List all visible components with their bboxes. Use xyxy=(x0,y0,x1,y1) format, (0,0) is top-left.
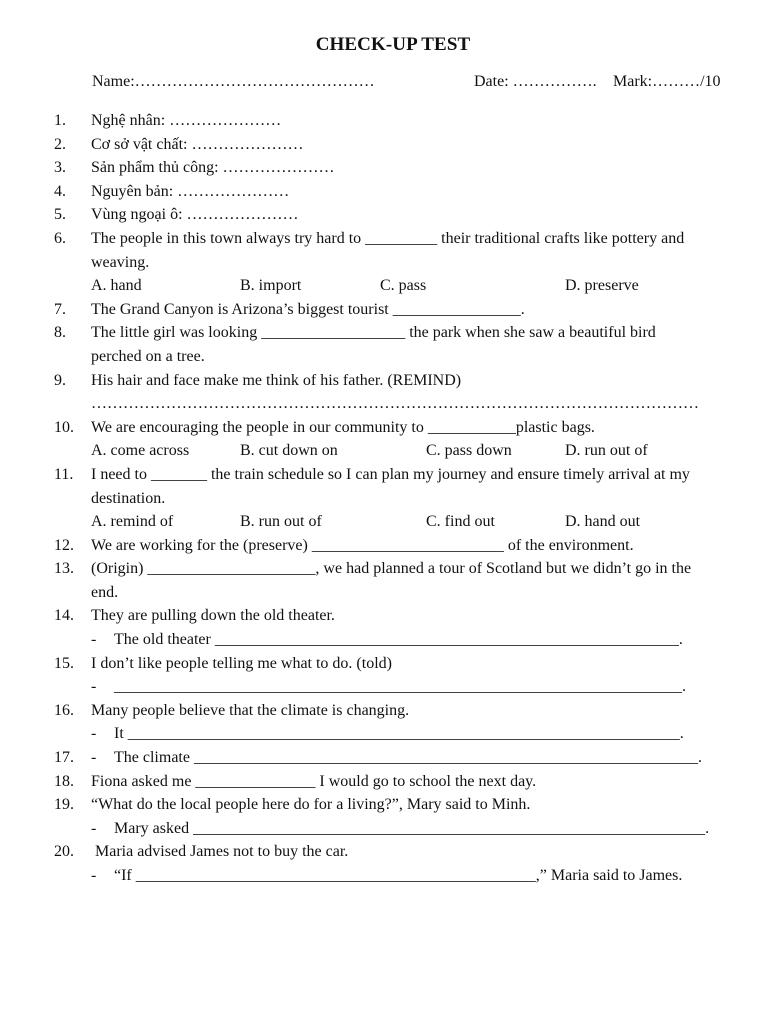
question-3 xyxy=(0,156,768,180)
question-6-options xyxy=(0,274,768,298)
option-b: B. cut down on xyxy=(240,442,338,460)
question-10 xyxy=(0,416,768,440)
question-16-answer xyxy=(0,722,768,746)
question-1 xyxy=(0,109,768,133)
date-field: Date: ……………. xyxy=(474,73,597,90)
question-7 xyxy=(0,298,768,322)
question-12 xyxy=(0,534,768,558)
bullet-dash: - xyxy=(91,631,97,649)
question-5 xyxy=(0,203,768,227)
question-text: end. xyxy=(91,583,119,601)
question-18 xyxy=(0,770,768,794)
question-text: perched on a tree. xyxy=(91,347,205,365)
question-number: 3. xyxy=(54,159,66,177)
question-4 xyxy=(0,180,768,204)
question-15 xyxy=(0,652,768,676)
question-text: (Origin) _____________________, we had planned a tour of Scotland but we didn’t go in the xyxy=(91,560,692,578)
answer-line: The climate _______________________________________________________________. xyxy=(114,749,702,767)
bullet-dash: - xyxy=(91,867,97,884)
question-text: Nghệ nhân: ………………… xyxy=(91,112,282,129)
question-number: 17. xyxy=(54,749,74,767)
question-number: 4. xyxy=(54,182,66,200)
answer-line: The old theater __________________________________________________________. xyxy=(114,631,683,649)
question-6 xyxy=(0,227,768,251)
question-text: Nguyên bản: ………………… xyxy=(91,182,290,200)
question-9-answer-line xyxy=(0,392,768,416)
question-text: They are pulling down the old theater. xyxy=(91,607,335,625)
question-13 xyxy=(0,557,768,581)
question-20-answer xyxy=(0,864,768,888)
question-text: The little girl was looking __________________ the park when she saw a beautiful bird xyxy=(91,324,656,342)
bullet-dash: - xyxy=(91,678,97,696)
question-number: 11. xyxy=(54,465,74,483)
question-14-answer xyxy=(0,628,768,652)
answer-line: Mary asked ________________________________________________________________. xyxy=(114,819,710,837)
answer-line: It _____________________________________________________________________. xyxy=(114,725,684,743)
question-10-options xyxy=(0,439,768,463)
question-14 xyxy=(0,604,768,628)
question-17 xyxy=(0,746,768,770)
question-text: Maria advised James not to buy the car. xyxy=(95,843,349,861)
question-11-options xyxy=(0,510,768,534)
option-b: B. run out of xyxy=(240,513,322,531)
question-19-answer xyxy=(0,817,768,841)
question-13-continued xyxy=(0,581,768,605)
question-text: I need to _______ the train schedule so I can plan my journey and ensure timely arrival at my xyxy=(91,465,690,483)
option-d: D. preserve xyxy=(565,277,639,295)
option-c: C. pass down xyxy=(426,442,512,460)
answer-line: _______________________________________________________________________. xyxy=(114,678,686,696)
question-number: 7. xyxy=(54,300,66,318)
option-c: C. find out xyxy=(426,513,495,531)
question-8-continued xyxy=(0,345,768,369)
question-number: 8. xyxy=(54,324,66,342)
question-text: We are encouraging the people in our community to ___________plastic bags. xyxy=(91,418,595,436)
question-number: 9. xyxy=(54,371,66,389)
question-9 xyxy=(0,369,768,393)
bullet-dash: - xyxy=(91,725,97,743)
question-number: 2. xyxy=(54,135,66,153)
question-text: His hair and face make me think of his father. (REMIND) xyxy=(91,371,462,389)
question-text: Vùng ngoại ô: ………………… xyxy=(91,206,299,224)
question-number: 10. xyxy=(54,418,74,436)
test-title: CHECK-UP TEST xyxy=(315,34,471,55)
option-b: B. import xyxy=(240,277,302,295)
question-text: Many people believe that the climate is changing. xyxy=(91,701,410,719)
question-text: Sản phẩm thủ công: ………………… xyxy=(91,159,335,177)
question-text: Fiona asked me _______________ I would go to school the next day. xyxy=(91,772,537,790)
option-a: A. come across xyxy=(91,442,190,460)
question-text: Cơ sở vật chất: ………………… xyxy=(91,135,304,153)
mark-field: Mark:………/10 xyxy=(613,73,721,90)
question-19 xyxy=(0,793,768,817)
question-text: “What do the local people here do for a living?”, Mary said to Minh. xyxy=(91,796,531,814)
question-number: 16. xyxy=(54,701,74,719)
question-text: The Grand Canyon is Arizona’s biggest tourist ________________. xyxy=(91,300,525,318)
question-6-continued xyxy=(0,251,768,275)
option-a: A. remind of xyxy=(91,513,174,531)
question-text: We are working for the (preserve) ________________________ of the environment. xyxy=(91,536,634,554)
question-text: weaving. xyxy=(91,253,150,271)
question-number: 6. xyxy=(54,229,66,247)
question-number: 20. xyxy=(54,843,74,861)
question-16 xyxy=(0,699,768,723)
question-11 xyxy=(0,463,768,487)
question-text: destination. xyxy=(91,489,166,507)
option-d: D. run out of xyxy=(565,442,648,460)
question-number: 19. xyxy=(54,796,74,814)
name-field: Name:……………………………………… xyxy=(92,73,375,90)
question-11-continued xyxy=(0,487,768,511)
answer-line: “If __________________________________________________,” Maria said to James. xyxy=(114,867,683,884)
answer-dots: …………………………………………………………………………………………………… xyxy=(91,395,699,413)
question-number: 13. xyxy=(54,560,74,578)
question-number: 5. xyxy=(54,206,66,224)
question-text: I don’t like people telling me what to do. (told) xyxy=(91,654,392,672)
question-2 xyxy=(0,133,768,157)
option-a: A. hand xyxy=(91,277,142,295)
question-number: 14. xyxy=(54,607,74,625)
question-list xyxy=(0,109,768,888)
question-15-answer xyxy=(0,675,768,699)
question-number: 15. xyxy=(54,654,74,672)
question-number: 12. xyxy=(54,536,74,554)
question-text: The people in this town always try hard to _________ their traditional crafts like pottery and xyxy=(91,229,685,247)
question-number: 18. xyxy=(54,772,74,790)
option-c: C. pass xyxy=(380,277,427,295)
question-8 xyxy=(0,321,768,345)
bullet-dash: - xyxy=(91,749,97,767)
bullet-dash: - xyxy=(91,819,97,837)
question-20 xyxy=(0,840,768,864)
option-d: D. hand out xyxy=(565,513,641,531)
question-number: 1. xyxy=(54,112,66,129)
